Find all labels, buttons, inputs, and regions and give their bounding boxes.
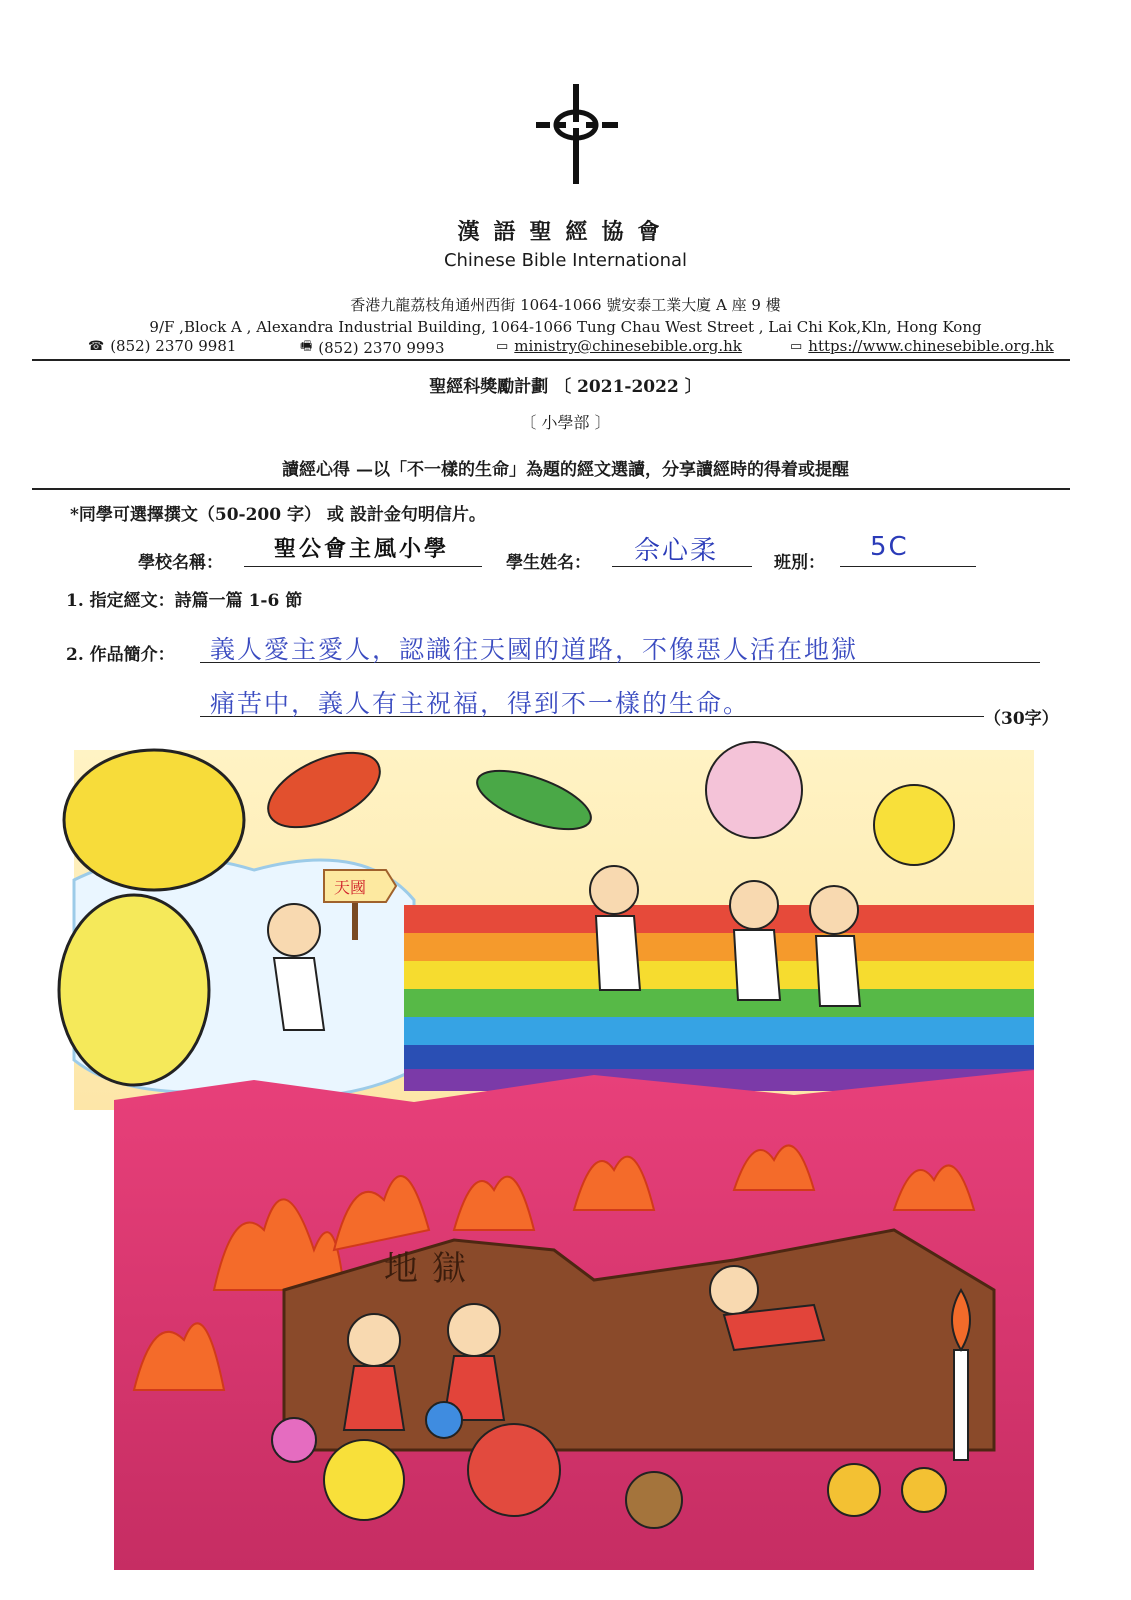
phone-number: (852) 2370 9981 [110, 337, 237, 355]
school-label: 學校名稱： [138, 553, 223, 573]
email-link[interactable]: ministry@chinesebible.org.hk [514, 337, 742, 355]
fax-number: (852) 2370 9993 [318, 339, 445, 357]
class-value: 5C [870, 532, 909, 562]
website-contact [790, 337, 1054, 355]
phone-contact [88, 337, 236, 355]
student-label: 學生姓名： [506, 553, 591, 573]
word-count: （30字） [984, 709, 1059, 729]
org-name-en: Chinese Bible International [443, 250, 688, 271]
theme-text: 讀經心得 —以「不一樣的生命」為題的經文選讀，分享讀經時的得着或提醒 [282, 460, 849, 480]
instruction-text: *同學可選擇撰文（50-200 字） 或 設計金句明信片。 [70, 505, 486, 525]
computer-icon: ▭ [496, 338, 509, 354]
school-value: 聖公會主風小學 [274, 537, 450, 562]
fax-icon: 🖷 [300, 339, 313, 354]
phone-icon: ☎ [88, 338, 105, 354]
work-summary-label: 2. 作品簡介： [66, 645, 175, 665]
division-label: 〔 小學部 〕 [520, 413, 611, 432]
fax-contact [300, 337, 445, 359]
hell-sign-label: 地獄 [384, 1249, 480, 1289]
program-title: 聖經科獎勵計劃 〔 2021-2022 〕 [429, 377, 702, 397]
summary-text-2: 痛苦中，義人有主祝福，得到不一樣的生命。 [210, 689, 751, 718]
class-label: 班別： [774, 553, 825, 573]
header-divider [32, 359, 1070, 361]
student-field [612, 530, 752, 567]
email-contact [496, 337, 742, 355]
computer-icon: ▭ [790, 338, 803, 354]
church-cross-logo [536, 84, 618, 184]
heaven-sign-label: 天國 [334, 878, 367, 897]
theme-divider [32, 488, 1070, 490]
school-field [244, 530, 482, 567]
org-name-zh: 漢語聖經協會 [457, 220, 674, 245]
artwork-drawing [34, 730, 1064, 1570]
class-field [840, 530, 976, 567]
rainbow-path [404, 905, 1034, 1091]
summary-text-1: 義人愛主愛人，認識往天國的道路，不像惡人活在地獄 [210, 635, 859, 664]
address-en: 9/F ,Block A , Alexandra Industrial Building, 1064-1066 Tung Chau West Street , Lai Chi Kok,Kln, Hong Kong [149, 318, 982, 336]
website-link[interactable]: https://www.chinesebible.org.hk [808, 337, 1054, 355]
designated-scripture: 1. 指定經文：詩篇一篇 1-6 節 [66, 591, 303, 611]
address-zh: 香港九龍荔枝角通州西街 1064-1066 號安泰工業大廈 A 座 9 樓 [350, 296, 781, 314]
student-value: 佘心柔 [634, 536, 719, 566]
